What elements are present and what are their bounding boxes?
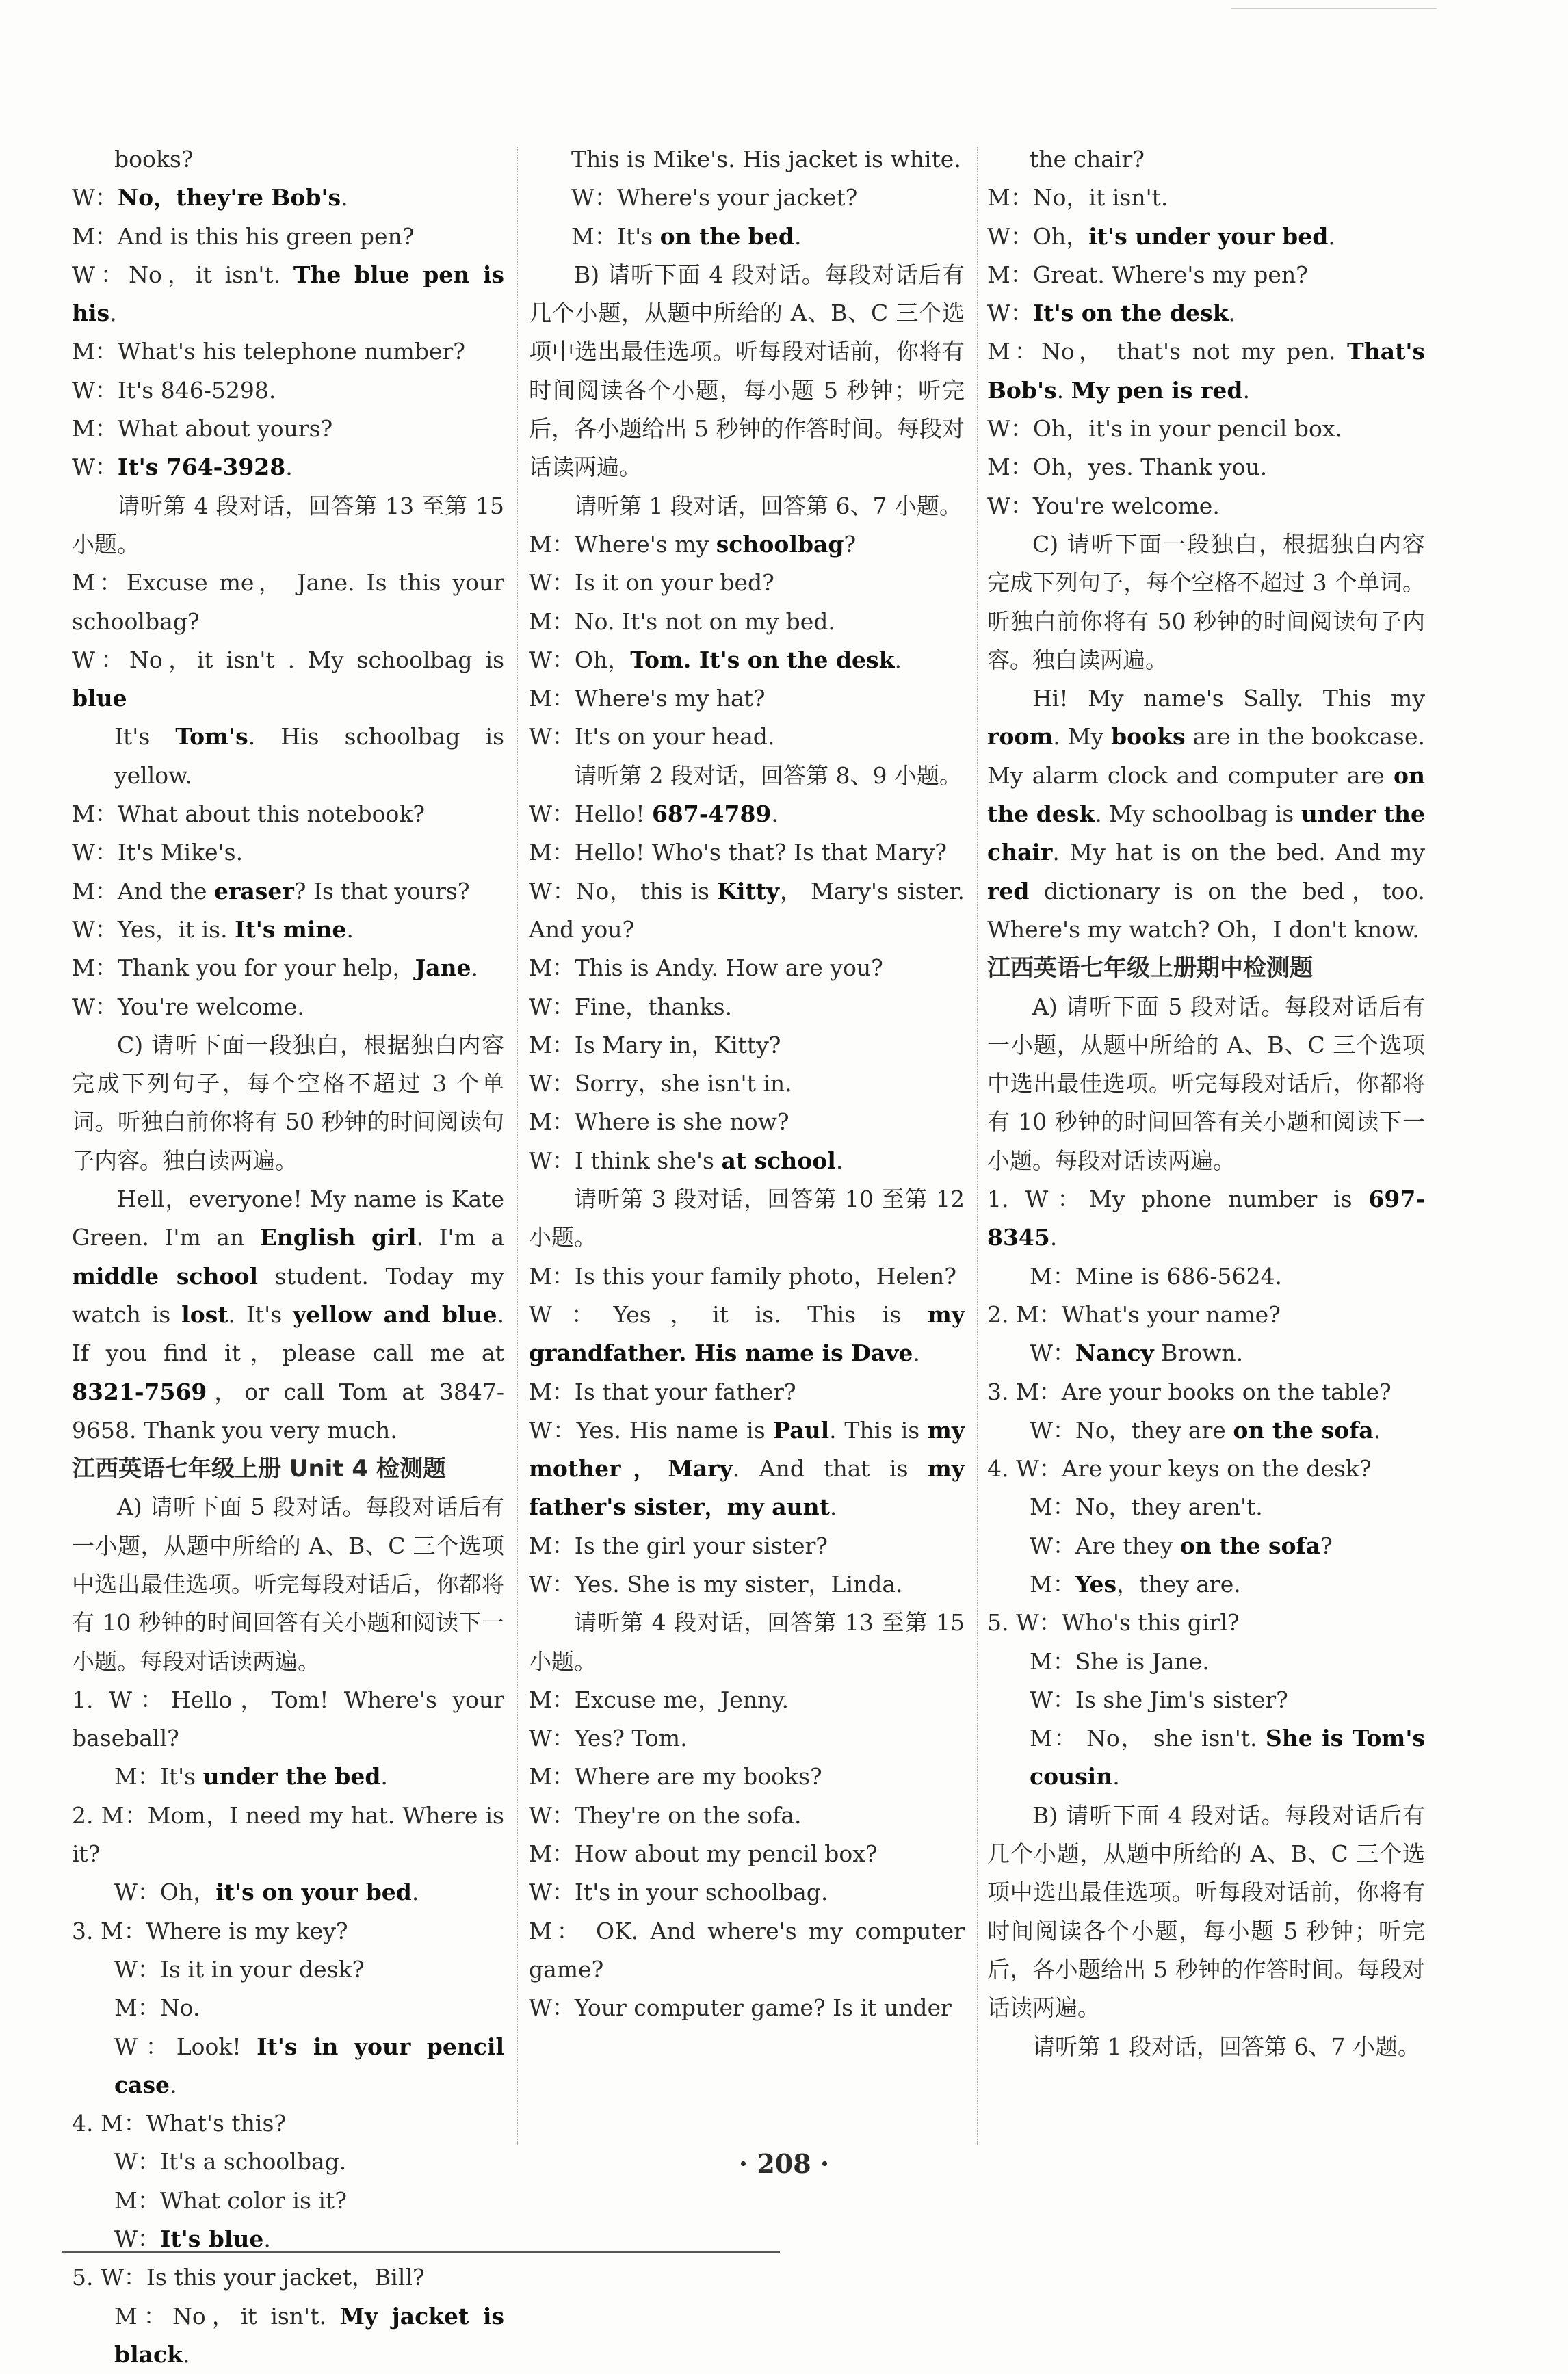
text-line: M：No，it isn't. My jacket is black. — [114, 2302, 504, 2368]
text-line: C) 请听下面一段独白，根据独白内容完成下列句子，每个空格不超过 3 个单词。听独白前你将有 50 秒钟的时间阅读句子内容。独白读两遍。 — [987, 530, 1425, 673]
text-line: W：Yes，it is. This is my grandfather. His name is Dave. — [529, 1301, 965, 1367]
text-line: W：Yes. His name is Paul. This is my mother，Mary. And that is my father's sister，my aunt. — [529, 1416, 965, 1521]
text-line: 请听第 1 段对话，回答第 6、7 小题。 — [1032, 2033, 1420, 2060]
column-divider — [977, 147, 978, 2145]
text-line: M：Where is she now? — [529, 1108, 789, 1136]
text-line: W：It's Mike's. — [72, 839, 244, 866]
text-line: 请听第 3 段对话，回答第 10 至第 12 小题。 — [529, 1186, 965, 1251]
text-line: W：I think she's at school. — [529, 1147, 844, 1174]
top-rule — [1231, 8, 1437, 9]
text-line: W：It's blue. — [114, 2226, 271, 2253]
column-3 — [987, 140, 1425, 2066]
text-line: M：Is this your family photo，Helen? — [529, 1262, 956, 1290]
text-line: W：No，it isn't . My schoolbag is blue — [72, 646, 504, 712]
text-line: W：No，they're Bob's. — [72, 184, 348, 211]
text-line: 请听第 1 段对话，回答第 6、7 小题。 — [574, 492, 962, 519]
text-line: W：Is it on your bed? — [529, 569, 774, 597]
section-heading: 江西英语七年级上册 Unit 4 检测题 — [72, 1455, 446, 1483]
text-line: 5. W：Who's this girl? — [987, 1609, 1240, 1636]
text-line: M：No，they aren't. — [1030, 1493, 1263, 1521]
text-line: W：It's in your schoolbag. — [529, 1879, 828, 1906]
text-line: M：Is Mary in，Kitty? — [529, 1031, 781, 1058]
text-line: W：Sorry，she isn't in. — [529, 1070, 792, 1097]
text-line: W：Fine，thanks. — [529, 993, 733, 1020]
text-line: W：It's a schoolbag. — [114, 2148, 347, 2176]
text-line: 2. M：What's your name? — [987, 1301, 1281, 1328]
text-line: W：Oh，it's under your bed. — [987, 222, 1335, 250]
text-line: W：No， this is Kitty， Mary's sister. And you? — [529, 877, 965, 943]
text-line: M：Hello! Who's that? Is that Mary? — [529, 839, 947, 866]
text-line: M：How about my pencil box? — [529, 1840, 878, 1868]
text-line: M：Is that your father? — [529, 1378, 796, 1405]
text-line: W：Yes. She is my sister，Linda. — [529, 1570, 903, 1597]
text-line: W：You're welcome. — [987, 492, 1220, 519]
text-line: M：No. — [114, 1994, 200, 2022]
text-line: 1. W：My phone number is 697-8345. — [987, 1186, 1425, 1251]
text-line: W：It's on your head. — [529, 723, 775, 751]
text-line: M：What about yours? — [72, 415, 333, 443]
text-line: M：Excuse me， Jane. Is this your schoolbag? — [72, 569, 504, 635]
text-line: books? — [114, 146, 194, 172]
text-line: W：Is it in your desk? — [114, 1955, 365, 1983]
text-line: M：No， that's not my pen. That's Bob's. My pen is red. — [987, 338, 1425, 404]
text-line: This is Mike's. His jacket is white. — [571, 146, 961, 172]
text-line: 4. M：What's this? — [72, 2110, 287, 2137]
text-line: M：It's under the bed. — [114, 1763, 388, 1790]
text-line: M：What about this notebook? — [72, 800, 426, 828]
text-line: M：Is the girl your sister? — [529, 1532, 828, 1559]
text-line: C) 请听下面一段独白，根据独白内容完成下列句子，每个空格不超过 3 个单词。听独白前你将有 50 秒钟的时间阅读句子内容。独白读两遍。 — [72, 1031, 504, 1174]
text-line: W：Oh，Tom. It's on the desk. — [529, 646, 902, 673]
text-line: W：Your computer game? Is it under — [529, 1994, 952, 2022]
text-line: W：Look! It's in your pencil case. — [114, 2033, 504, 2098]
text-line: M： No， she isn't. She is Tom's cousin. — [1030, 1725, 1425, 1790]
column-2 — [529, 140, 965, 2028]
text-line: W：It's on the desk. — [987, 300, 1236, 327]
page-number: · 208 · — [738, 2148, 830, 2179]
text-line: 3. M：Are your books on the table? — [987, 1378, 1391, 1405]
text-line: W：It's 846-5298. — [72, 376, 276, 404]
text-line: M： OK. And where's my computer game? — [529, 1917, 965, 1983]
text-line: Hell，everyone! My name is Kate Green. I'm an English girl. I'm a middle school student. Today my watch is lost. It's yellow and blue. If you find it，please call me at 8321-7569，or call Tom at 3847-9658. Thank you very much. — [72, 1186, 505, 1444]
text-line: M：Oh，yes. Thank you. — [987, 454, 1268, 481]
text-line: M：Yes，they are. — [1030, 1570, 1241, 1597]
text-line: M：And the eraser? Is that yours? — [72, 877, 470, 904]
text-line: M：Where's my schoolbag? — [529, 530, 857, 558]
text-line: 请听第 2 段对话，回答第 8、9 小题。 — [574, 761, 962, 789]
text-line: 1. W：Hello，Tom! Where's your baseball? — [72, 1686, 504, 1752]
text-line: 2. M：Mom，I need my hat. Where is it? — [72, 1801, 504, 1868]
text-line: 5. W：Is this your jacket，Bill? — [72, 2264, 425, 2291]
bottom-rule — [62, 2251, 780, 2253]
section-heading: 江西英语七年级上册期中检测题 — [987, 954, 1313, 982]
text-line: A) 请听下面 5 段对话。每段对话后有一小题，从题中所给的 A、B、C 三个选项中选出最佳选项。听完每段对话后，你都将有 10 秒钟的时间回答有关小题和阅读下一小题。每段对话读两遍。 — [72, 1493, 504, 1675]
text-line: M：This is Andy. How are you? — [529, 954, 883, 982]
text-line: M：Excuse me，Jenny. — [529, 1686, 789, 1713]
text-line: B) 请听下面 4 段对话。每段对话后有几个小题，从题中所给的 A、B、C 三个选项中选出最佳选项。听每段对话前，你将有时间阅读各个小题，每小题 5 秒钟；听完后，各小题给出 5 秒钟的作答时间。每段对话读两遍。 — [987, 1801, 1425, 2022]
text-line: W：Yes? Tom. — [529, 1725, 688, 1752]
text-line: W：Are they on the sofa? — [1030, 1532, 1333, 1559]
text-line: W：Oh，it's in your pencil box. — [987, 415, 1342, 443]
text-line: 请听第 4 段对话，回答第 13 至第 15 小题。 — [529, 1609, 965, 1675]
text-line: A) 请听下面 5 段对话。每段对话后有一小题，从题中所给的 A、B、C 三个选项中选出最佳选项。听完每段对话后，你都将有 10 秒钟的时间回答有关小题和阅读下一小题。每段对话读两遍。 — [987, 993, 1425, 1174]
text-line: B) 请听下面 4 段对话。每段对话后有几个小题，从题中所给的 A、B、C 三个选项中选出最佳选项。听每段对话前，你将有时间阅读各个小题，每小题 5 秒钟；听完后，各小题给出 5 秒钟的作答时间。每段对话读两遍。 — [529, 261, 965, 481]
column-1 — [72, 140, 504, 2374]
text-line: W：No，they are on the sofa. — [1030, 1416, 1381, 1444]
text-line: W：They're on the sofa. — [529, 1801, 802, 1829]
text-line: M：What color is it? — [114, 2187, 347, 2214]
text-line: M：No. It's not on my bed. — [529, 608, 835, 635]
text-line: W：Nancy Brown. — [1030, 1340, 1244, 1367]
text-line: W：Is she Jim's sister? — [1030, 1686, 1288, 1713]
text-line: M：She is Jane. — [1030, 1647, 1210, 1675]
text-line: 4. W：Are your keys on the desk? — [987, 1455, 1372, 1483]
text-line: W：Oh，it's on your bed. — [114, 1879, 419, 1906]
text-line: 请听第 4 段对话，回答第 13 至第 15 小题。 — [72, 492, 504, 558]
text-line: M：And is this his green pen? — [72, 222, 415, 250]
text-line: M：No，it isn't. — [987, 184, 1168, 211]
text-line: W：It's 764-3928. — [72, 454, 293, 481]
text-line: M：It's on the bed. — [571, 222, 802, 250]
text-line: 3. M：Where is my key? — [72, 1917, 348, 1944]
text-line: M：Great. Where's my pen? — [987, 261, 1308, 288]
text-line: M：Where are my books? — [529, 1763, 822, 1790]
column-divider — [517, 147, 518, 2145]
text-line: W：You're welcome. — [72, 993, 304, 1020]
text-line: the chair? — [1030, 146, 1145, 172]
text-line: M：Mine is 686-5624. — [1030, 1262, 1282, 1290]
text-line: M：Thank you for your help，Jane. — [72, 954, 479, 982]
text-line: W：Where's your jacket? — [571, 184, 858, 211]
text-line: W：Hello! 687-4789. — [529, 800, 779, 828]
text-line: M：Where's my hat? — [529, 685, 766, 712]
text-line: W：Yes，it is. It's mine. — [72, 915, 354, 943]
text-line: Hi! My name's Sally. This my room. My books are in the bookcase. My alarm clock and computer are on the desk. My schoolbag is under the chair. My hat is on the bed. And my red dictionary is on the bed，too. Where's my watch? Oh，I don't know. — [987, 685, 1426, 943]
text-line: It's Tom's. His schoolbag is yellow. — [114, 723, 505, 789]
text-line: M：What's his telephone number? — [72, 338, 465, 365]
text-line: W：No，it isn't. The blue pen is his. — [72, 261, 504, 327]
